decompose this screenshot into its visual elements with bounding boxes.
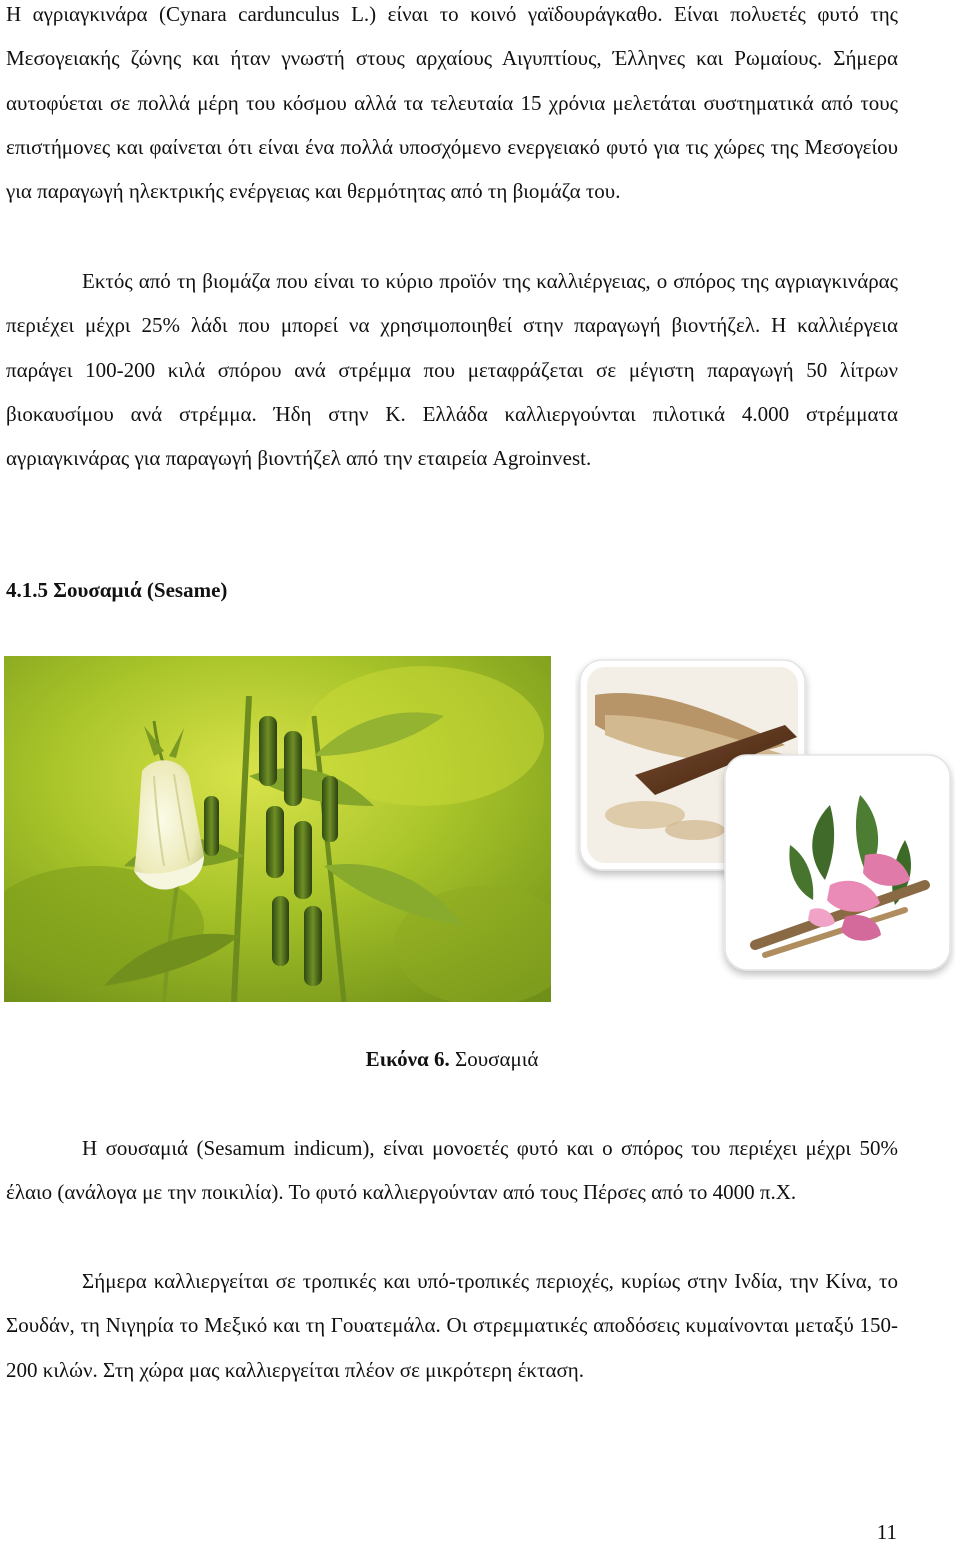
sesame-flower-tile bbox=[725, 755, 950, 970]
paragraph-sesame-intro: Η σουσαμιά (Sesamum indicum), είναι μονοετές φυτό και ο σπόρος του περιέχει μέχρι 50% έλαιο (ανάλογα με την ποικιλία). Το φυτό καλλιεργούνταν από τους Πέρσες από το 4000 π.Χ. bbox=[6, 1136, 898, 1205]
figure-caption-label: Εικόνα 6. bbox=[365, 1047, 450, 1071]
paragraph-artichoke: Η αγριαγκινάρα (Cynara cardunculus L.) είναι το κοινό γαϊδουράγκαθο. Είναι πολυετές φυτό της Μεσογειακής ζώνης και ήταν γνωστή στους αρχαίους Αιγυπτίους, Έλληνες και Ρωμαίους. Σήμερα αυτοφύεται σε πολλά μέρη του κόσμου αλλά τα τελευταία 15 χρόνια μελετάται συστηματικά από τους επιστήμονες και φαίνεται ότι είναι ένα πολλά υποσχόμενο ενεργειακό φυτό για τις χώρες της Μεσογείου για παραγωγή ηλεκτρικής ενέργειας και θερμότητας από τη βιομάζα του. bbox=[6, 2, 898, 204]
section-heading-sesame: 4.1.5 Σουσαμιά (Sesame) bbox=[6, 578, 228, 602]
figure-caption-text: Σουσαμιά bbox=[455, 1047, 539, 1071]
page-number: 11 bbox=[876, 1520, 897, 1544]
figure-caption bbox=[0, 1047, 904, 1072]
paragraph-sesame-cultivation: Σήμερα καλλιεργείται σε τροπικές και υπό-τροπικές περιοχές, κυρίως στην Ινδία, την Κίνα, το Σουδάν, τη Νιγηρία το Μεξικό και τη Γουατεμάλα. Οι στρεμματικές αποδόσεις κυμαίνονται μεταξύ 150-200 κιλών. Στη χώρα μας καλλιεργείται πλέον σε μικρότερη έκταση. bbox=[6, 1269, 898, 1382]
paragraph-artichoke-seed: Εκτός από τη βιομάζα που είναι το κύριο προϊόν της καλλιέργειας, ο σπόρος της αγριαγκινάρας περιέχει μέχρι 25% λάδι που μπορεί να χρησιμοποιηθεί στην παραγωγή βιοντήζελ. Η καλλιέργεια παράγει 100-200 κιλά σπόρου ανά στρέμμα που μεταφράζεται σε μέγιστη παραγωγή 50 λίτρων βιοκαυσίμου ανά στρέμμα. Ήδη στην Κ. Ελλάδα καλλιεργούνται πιλοτικά 4.000 στρέμματα αγριαγκινάρας για παραγωγή βιοντήζελ από την εταιρεία Agroinvest. bbox=[6, 269, 898, 471]
sesame-plant-photo bbox=[4, 656, 551, 1002]
sesame-seeds-and-flower-illustration bbox=[575, 655, 955, 980]
